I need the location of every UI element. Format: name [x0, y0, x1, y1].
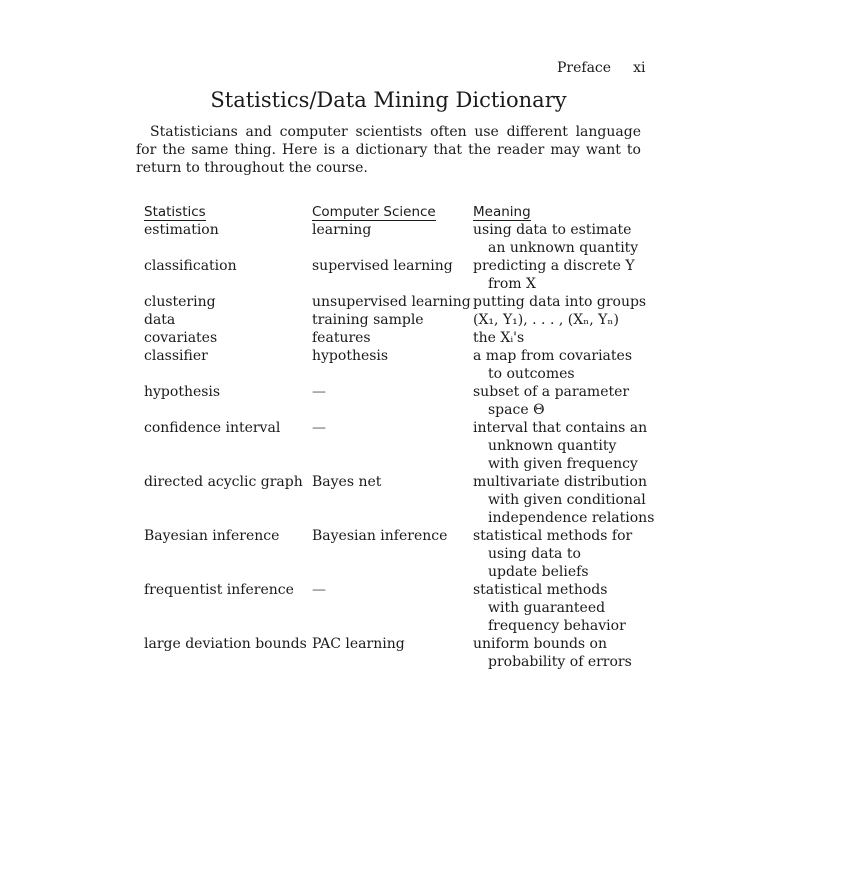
statistics-term: Bayesian inference: [144, 528, 280, 544]
cs-term: supervised learning: [312, 258, 453, 274]
running-head-section: Preface: [557, 60, 612, 76]
meaning: [473, 293, 654, 311]
table-row: [144, 257, 654, 293]
table-row: [144, 383, 654, 419]
meaning-line: using data to estimate: [473, 222, 632, 238]
meaning-line: with given frequency: [488, 456, 638, 472]
meaning-line: a map from covariates: [473, 348, 632, 364]
statistics-term: confidence interval: [144, 420, 281, 436]
meaning-line: putting data into groups: [473, 294, 647, 310]
table-row: [144, 329, 654, 347]
meaning-line: unknown quantity: [488, 438, 617, 454]
table-row: [144, 635, 654, 671]
table-row: [144, 419, 654, 473]
meaning-line: multivariate distribution: [473, 474, 647, 490]
meaning-line: space Θ: [488, 402, 545, 418]
cs-term: learning: [312, 222, 372, 238]
meaning-line: interval that contains an: [473, 420, 648, 436]
meaning-line: (X₁, Y₁), . . . , (Xₙ, Yₙ): [473, 312, 619, 328]
statistics-term: clustering: [144, 294, 216, 310]
cs-term: hypothesis: [312, 348, 389, 364]
table-row: [144, 347, 654, 383]
cs-term: PAC learning: [312, 636, 405, 652]
meaning-line: probability of errors: [488, 654, 632, 670]
meaning: [473, 635, 654, 671]
meaning: [473, 329, 654, 347]
meaning: [473, 419, 654, 473]
table-row: [144, 293, 654, 311]
meaning-line: frequency behavior: [488, 618, 626, 634]
header-computer-science: Computer Science: [312, 204, 436, 220]
meaning: [473, 311, 654, 329]
cs-term: features: [312, 330, 371, 346]
meaning-line: with guaranteed: [488, 600, 606, 616]
meaning-line: uniform bounds on: [473, 636, 608, 652]
page-number: xi: [633, 60, 646, 76]
meaning-line: the Xᵢ's: [473, 330, 525, 346]
table-row: [144, 221, 654, 257]
cs-term: Bayesian inference: [312, 528, 448, 544]
meaning: [473, 257, 654, 293]
table-row: [144, 473, 654, 527]
table-row: [144, 311, 654, 329]
meaning: [473, 221, 654, 257]
header-statistics: Statistics: [144, 204, 206, 220]
meaning: [473, 581, 654, 635]
statistics-term: covariates: [144, 330, 218, 346]
section-title: Statistics/Data Mining Dictionary: [210, 88, 567, 112]
statistics-term: hypothesis: [144, 384, 221, 400]
statistics-term: estimation: [144, 222, 219, 238]
meaning-line: statistical methods: [473, 582, 608, 598]
meaning-line: an unknown quantity: [488, 240, 639, 256]
table-row: [144, 527, 654, 581]
cs-term: —: [312, 582, 326, 598]
dictionary-table: [144, 203, 654, 671]
meaning-line: subset of a parameter: [473, 384, 630, 400]
meaning-line: predicting a discrete Y: [473, 258, 635, 274]
intro-paragraph: Statisticians and computer scientists often use different language for the same thing. Here is a dictionary that the reader may want to return to throughout the course.: [136, 124, 641, 176]
statistics-term: large deviation bounds: [144, 636, 307, 652]
meaning: [473, 527, 654, 581]
statistics-term: frequentist inference: [144, 582, 294, 598]
statistics-term: classification: [144, 258, 237, 274]
cs-term: Bayes net: [312, 474, 382, 490]
cs-term: —: [312, 384, 326, 400]
meaning-line: from X: [488, 276, 536, 292]
meaning-line: update beliefs: [488, 564, 589, 580]
cs-term: training sample: [312, 312, 424, 328]
meaning: [473, 473, 654, 527]
header-meaning: Meaning: [473, 204, 531, 220]
statistics-term: directed acyclic graph: [144, 474, 303, 490]
meaning-line: with given conditional: [488, 492, 646, 508]
meaning-line: to outcomes: [488, 366, 575, 382]
statistics-term: data: [144, 312, 176, 328]
table-header-row: [144, 203, 654, 221]
cs-term: unsupervised learning: [312, 294, 471, 310]
meaning: [473, 347, 654, 383]
meaning-line: statistical methods for: [473, 528, 633, 544]
cs-term: —: [312, 420, 326, 436]
meaning: [473, 383, 654, 419]
meaning-line: using data to: [488, 546, 581, 562]
meaning-line: independence relations: [488, 510, 655, 526]
table-row: [144, 581, 654, 635]
statistics-term: classifier: [144, 348, 208, 364]
running-head: [557, 60, 645, 76]
